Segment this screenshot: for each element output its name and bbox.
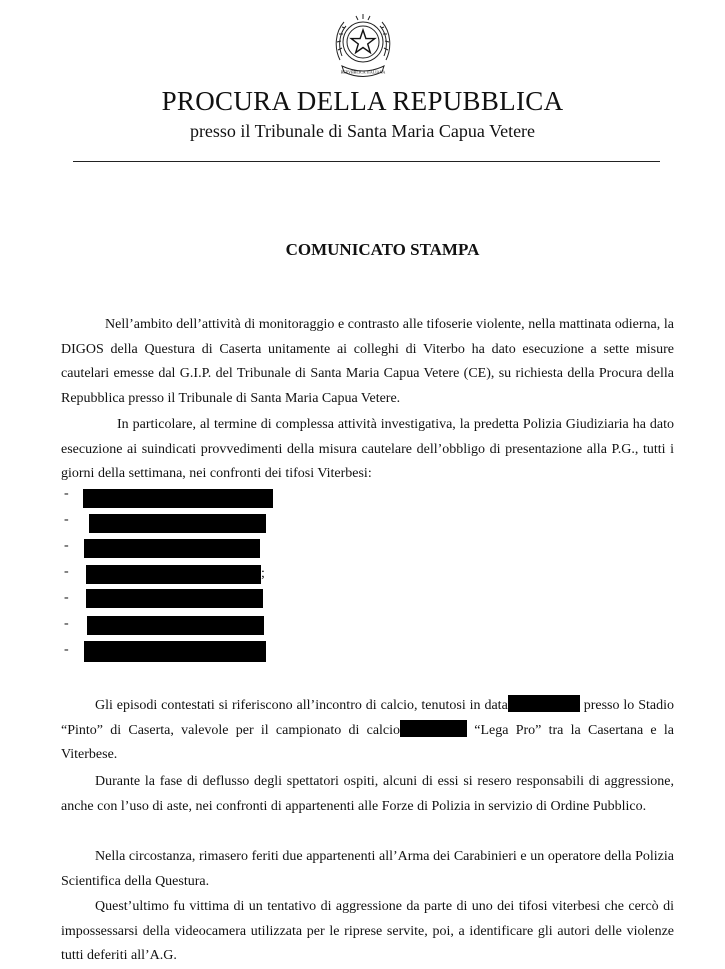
list-semicolon: ;	[261, 566, 265, 581]
match-text-part-3: “Lega Pro” tra la Casertana e la Viterbese.	[61, 722, 674, 762]
redacted-name	[83, 489, 273, 508]
list-bullet: -	[64, 538, 69, 553]
paragraph-aggression: Durante la fase di deflusso degli spettatori ospiti, alcuni di essi si resero responsabili di aggressione, anche con l’uso di aste, nei confronti di appartenenti alle Forze di Polizia in servizio di Ordine Pubblico.	[61, 774, 674, 814]
redacted-name	[87, 616, 264, 635]
redacted-name	[84, 641, 266, 662]
paragraph-measures: In particolare, al termine di complessa attività investigativa, la predetta Polizia Giudiziaria ha dato esecuzione ai suindicati provvedimenti della misura cautelare dell’obbligo di presentazione alla P.G., tutti i giorni della settimana, nei confronti dei tifosi Viterbesi:	[61, 417, 674, 481]
list-bullet: -	[64, 486, 69, 501]
match-text-part-2: presso lo Stadio “Pinto” di Caserta, valevole per il campionato di calcio	[61, 698, 674, 738]
paragraph-injured: Nella circostanza, rimasero feriti due appartenenti all’Arma dei Carabinieri e un operatore della Polizia Scientifica della Questura.	[61, 849, 674, 889]
redacted-name	[89, 514, 266, 533]
list-bullet: -	[64, 590, 69, 605]
redacted-date	[508, 695, 580, 712]
header-divider	[73, 161, 660, 162]
redacted-season	[400, 720, 467, 737]
paragraph-camera: Quest’ultimo fu vittima di un tentativo di aggressione da parte di uno dei tifosi viterbesi che cercò di impossessarsi della videocamera utilizzata per le riprese servite, poi, a identificare gli autori delle violenze tutti deferiti all’A.G.	[61, 899, 674, 963]
redacted-name	[86, 589, 263, 608]
list-bullet: -	[64, 642, 69, 657]
emblem-ribbon-text: REPVBBLICA ITALIANA	[340, 69, 386, 75]
office-subtitle: presso il Tribunale di Santa Maria Capua Vetere	[189, 121, 536, 141]
redacted-name	[84, 539, 260, 558]
match-text-part-1: Gli episodi contestati si riferiscono all’incontro di calcio, tenutosi in data	[95, 698, 508, 713]
republic-emblem-icon	[330, 10, 396, 80]
list-bullet: -	[64, 512, 69, 527]
paragraph-match	[61, 694, 674, 768]
redacted-name	[86, 565, 261, 584]
office-title: PROCURA DELLA REPUBBLICA	[161, 86, 564, 116]
list-bullet: -	[64, 564, 69, 579]
paragraph-intro: Nell’ambito dell’attività di monitoraggio e contrasto alle tifoserie violente, nella mattinata odierna, la DIGOS della Questura di Caserta unitamente ai colleghi di Viterbo ha dato esecuzione a sette misure cautelari emesse dal G.I.P. del Tribunale di Santa Maria Capua Vetere (CE), su richiesta della Procura della Repubblica presso il Tribunale di Santa Maria Capua Vetere.	[61, 317, 674, 406]
list-bullet: -	[64, 616, 69, 631]
press-release-heading: COMUNICATO STAMPA	[285, 240, 480, 259]
